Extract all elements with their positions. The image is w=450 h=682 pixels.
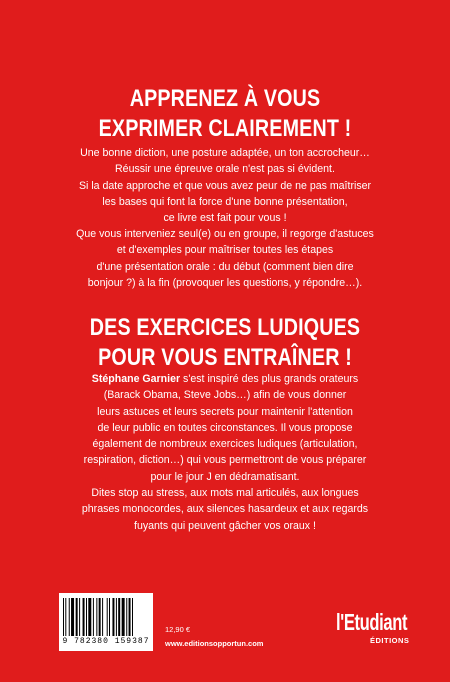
group-line: d'une présentation orale : du début (comment bien dire: [96, 260, 354, 273]
author-line: leurs astuces et leurs secrets pour maintenir l'attention: [97, 405, 353, 418]
author-name: Stéphane Garnier: [91, 373, 181, 385]
author-line: pour le jour J en dédramatisant.: [150, 470, 300, 483]
closing-paragraph: [30, 485, 420, 534]
price: 12,90 €: [165, 625, 191, 634]
publisher-logo-sub: ÉDITIONS: [370, 636, 410, 645]
top-heading-text: APPRENEZ À VOUS EXPRIMER CLAIREMENT !: [98, 85, 352, 142]
publisher-logo: [336, 609, 416, 654]
top-heading: [41, 84, 410, 144]
barcode-bars: [63, 598, 149, 636]
closing-line: fuyants qui peuvent gâcher vos oraux !: [134, 519, 316, 532]
bottom-heading-line: POUR VOUS ENTRAÎNER !: [98, 344, 352, 371]
author-line: de leur public en toutes circonstances. Il vous propose: [97, 421, 353, 434]
intro-line: Si la date approche et que vous avez peur de ne pas maîtriser: [78, 179, 372, 192]
author-line-rest: s'est inspiré des plus grands orateurs: [180, 373, 359, 385]
publisher-website: www.editionsopportun.com: [165, 639, 264, 648]
intro-line: ce livre est fait pour vous !: [163, 212, 287, 225]
barcode-number: 9 782380 159387: [62, 637, 150, 646]
intro-line: les bases qui font la force d'une bonne présentation,: [102, 195, 348, 208]
barcode: [59, 593, 153, 651]
intro-paragraph: [30, 145, 420, 226]
author-line: [30, 371, 420, 387]
author-line: (Barack Obama, Steve Jobs…) afin de vous donner: [103, 389, 347, 402]
author-line: respiration, diction…) qui vous permettront de vous préparer: [83, 454, 367, 467]
group-line: Que vous interveniez seul(e) ou en groupe, il regorge d'astuces: [76, 228, 374, 240]
closing-line: phrases monocordes, aux silences hasardeux et aux regards: [81, 503, 369, 516]
closing-line: Dites stop au stress, aux mots mal articulés, aux longues: [91, 487, 359, 499]
bottom-heading-line: DES EXERCICES LUDIQUES: [89, 314, 361, 341]
intro-line: Réussir une épreuve orale n'est pas si évident.: [115, 163, 335, 176]
group-paragraph: [30, 226, 420, 291]
group-line: bonjour ?) à la fin (provoquer les questions, y répondre…).: [87, 276, 363, 289]
bottom-heading: [41, 313, 410, 373]
intro-line: Une bonne diction, une posture adaptée, un ton accrocheur…: [80, 147, 370, 159]
publisher-logo-text: l'Etudiant: [336, 609, 408, 635]
author-paragraph: [30, 371, 420, 485]
author-line: également de nombreux exercices ludiques (articulation,: [92, 438, 358, 451]
group-line: et d'exemples pour maîtriser toutes les étapes: [116, 244, 334, 257]
